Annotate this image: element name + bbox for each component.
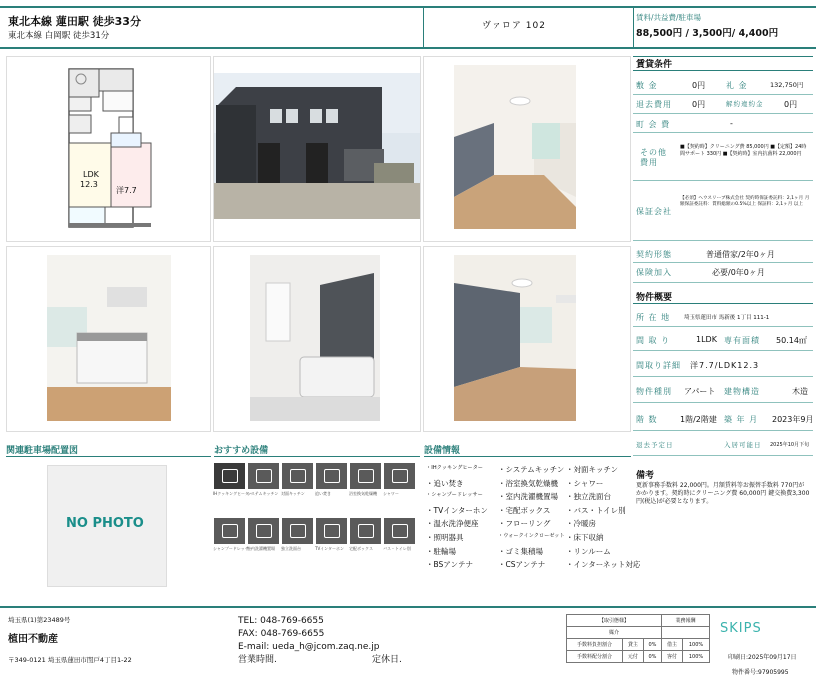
equipment-item: ・温水洗浄便座 [426,519,479,529]
recommend-icon-label: 浴室換気乾燥機 [349,491,377,496]
station-main: 東北本線 蓮田駅 徒歩33分 [8,15,141,28]
equipment-item: ・対面キッチン [566,465,618,474]
room-photo-1-card [423,56,631,242]
recommend-icon-label: 独立洗面台 [281,546,301,551]
recommend-icon-8 [247,517,280,545]
row-rule [633,326,813,327]
leave-date-label: 退去予定日 [636,441,674,449]
parking-rule [6,456,211,457]
deposit-label: 敷 金 [636,81,658,90]
built-label: 築 年 月 [724,415,759,424]
floorplan-card [6,56,211,242]
equipment-item: ・バス・トイレ別 [566,505,626,515]
equipment-item: ・BSアンテナ [426,560,473,570]
recommend-icon-label: システムキッチン [247,491,279,496]
building-name: ヴァロア 102 [482,21,546,31]
recommend-icon-glyph [222,524,238,538]
equipment-item: ・ウォークインクローゼット [498,533,565,539]
business-hours: 営業時間. [238,655,277,665]
address-label: 所 在 地 [636,313,671,322]
recommend-icon-1 [213,462,246,490]
fax: FAX: 048-769-6655 [238,629,325,639]
western-room-label: 洋7.7 [116,186,137,195]
town-fee-label: 町 会 費 [636,120,671,129]
equipment-item: ・フローリング [498,519,551,529]
recommend-icon-glyph [324,524,340,538]
built-value: 2023年9月 [772,415,814,424]
recommend-icon-label: 追い焚き [315,491,331,496]
row-rule [633,113,813,114]
row-rule [633,240,813,241]
fee-table [566,614,710,663]
recommend-icon-label: バス・トイレ別 [383,546,411,551]
fee-r3c1: 手数料配分割合 [567,651,623,663]
exit-fee-label: 退去費用 [636,100,672,109]
notes-text: 更新事務手数料 22,000円。月額賃料等お振替手数料 770円がかかります。契約時にクリーニング費 60,000円 鍵交換費3,300円(税込)が必要となります。 [636,482,810,506]
recommend-icon-glyph [256,524,272,538]
row-rule [633,430,813,431]
equipment-item: ・室内洗濯機置場 [498,492,558,502]
recommend-icon-label: 室内洗濯機置場 [247,546,275,551]
structure-label: 建物構造 [724,387,760,396]
area-label: 専有面積 [724,336,760,345]
layout-detail-label: 間取り詳細 [636,361,681,370]
contract-rule [633,70,813,71]
equipment-title: 設備情報 [424,446,461,456]
move-in-label: 入居可能日 [724,441,762,449]
ldk-label: LDK [83,170,99,179]
recommend-icon-6 [383,462,416,490]
room-photo-1 [424,57,630,241]
recommend-icon-11 [349,517,382,545]
header-divider-2 [633,7,634,47]
license-number: 埼玉県(1)第23489号 [8,616,71,624]
recommend-icon-glyph [358,469,374,483]
recommend-icon-4 [315,462,348,490]
holiday: 定休日. [372,655,402,665]
recommend-icon-label: シャンプードレッサー [213,546,253,551]
footer-top-rule [0,606,816,608]
row-rule [633,262,813,263]
email[interactable]: E-mail: ueda_h@jcom.zaq.ne.jp [238,642,380,652]
fee-h2: 業務報酬 [662,615,710,627]
recommend-icon-label: 宅配ボックス [349,546,373,551]
recommend-title: おすすめ設備 [214,446,269,456]
contract-type-value: 普通借家/2年0ヶ月 [706,250,775,259]
skips-logo: SKIPS [720,621,762,636]
row-rule [633,282,813,283]
guarantor-label: 保証会社 [636,207,672,216]
contract-title: 賃貸条件 [636,60,673,70]
key-money-value: 132,750円 [770,81,804,89]
fee-h1: 【取引態様】 [567,615,662,627]
row-rule [633,132,813,133]
recommend-icon-glyph [256,469,272,483]
recommend-icon-glyph [324,469,340,483]
recommend-icon-5 [349,462,382,490]
equipment-item: ・シャワー [566,478,604,488]
deposit-value: 0円 [692,81,706,90]
equipment-item: ・浴室換気乾燥機 [498,478,558,488]
recommend-icon-9 [281,517,314,545]
bathroom-photo [214,247,420,431]
exterior-photo-card [213,56,421,242]
rent-label: 賃料/共益費/駐車場 [636,13,702,22]
recommend-icon-glyph [222,469,238,483]
fee-r2c1: 手数料負担割合 [567,639,623,651]
recommend-icon-7 [213,517,246,545]
recommend-icon-2 [247,462,280,490]
type-label: 物件種別 [636,387,672,396]
equipment-item: ・駐輪場 [426,546,456,556]
floor-value: 1階/2階建 [680,415,717,424]
guarantor-value: 【必須】ヘウスリーブ株式会社 契約時保証委託料：2,1ヶ月 月額保証委託料：賃料総額の0.5%以上 保証料：2,1ヶ月 以上 [680,196,810,208]
equipment-item: ・照明器具 [426,533,464,542]
recommend-icon-10 [315,517,348,545]
layout-value: 1LDK [696,335,717,344]
rent-value: 88,500円 / 3,500円/ 4,400円 [636,28,779,39]
town-fee-value: - [730,119,733,128]
recommend-icon-glyph [392,524,408,538]
top-rule [0,6,816,8]
area-value: 50.14㎡ [776,336,807,345]
row-rule [633,402,813,403]
equipment-item: ・リンルーム [566,546,611,556]
fee-r2c2: 貸主 [622,639,643,651]
equipment-item: ・インターネット対応 [566,560,641,570]
room-photo-2 [424,247,630,431]
equipment-item: ・シャンプードレッサー [426,492,483,499]
equipment-item: ・床下収納 [566,533,604,542]
tel: TEL: 048-769-6655 [238,616,324,626]
contract-type-label: 契約形態 [636,250,672,259]
row-rule [633,376,813,377]
overview-rule [633,303,813,304]
other-fees-value: ■【契約時】クリーニング費 85,000円 ■【定額】24時間サポート 330円 ■【契約時】室内抗菌料 22,000円 [680,144,807,157]
fee-r3c4: 客付 [662,651,683,663]
header-divider [423,7,424,47]
fee-r2c4: 借主 [662,639,683,651]
recommend-icon-glyph [290,469,306,483]
row-rule [633,94,813,95]
notes-title: 備考 [636,471,655,481]
insurance-value: 必要/0年0ヶ月 [712,268,765,277]
recommend-icon-label: 対面キッチン [281,491,305,496]
bathroom-photo-card [213,246,421,432]
exit-fee-value: 0円 [692,100,706,109]
equipment-item: ・冷暖房 [566,519,596,529]
kitchen-photo-card [6,246,211,432]
type-value: アパート [684,387,716,396]
equipment-item: ・システムキッチン [498,465,565,474]
row-rule [633,180,813,181]
fee-r3c5: 100% [683,651,710,663]
property-number: 物件番号:97905995 [732,669,789,676]
penalty-value: 0円 [784,100,798,109]
address-value: 埼玉県蓮田市 馬新後 1丁目 111-1 [684,315,770,321]
recommend-icon-glyph [290,524,306,538]
company-address: 〒349-0121 埼玉県蓮田市閏戸4丁目1-22 [8,656,132,664]
fee-r3c2: 元付 [622,651,643,663]
kitchen-photo [7,247,210,431]
move-in-value: 2025年10月下旬 [770,442,810,448]
layout-label: 間 取 り [636,336,671,345]
structure-value: 木造 [792,387,808,396]
parking-title: 関連駐車場配置図 [6,446,79,456]
fee-r3c3: 0% [643,651,661,663]
station-sub: 東北本線 白岡駅 徒歩31分 [8,31,110,41]
company-name: 植田不動産 [8,634,58,645]
equipment-item: ・独立洗面台 [566,492,611,502]
equipment-item: ・ゴミ集積場 [498,546,543,556]
recommend-icon-glyph [358,524,374,538]
exterior-photo [214,57,420,241]
equipment-item: ・TVインターホン [426,505,488,515]
layout-detail-value: 洋7.7/LDK12.3 [690,361,760,370]
print-date: 印刷日:2025年09月17日 [728,654,797,661]
fee-r2c5: 100% [683,639,710,651]
row-rule [633,455,813,456]
equipment-item: ・CSアンテナ [498,560,546,570]
equipment-item: ・追い焚き [426,478,464,488]
fee-r1: 媒介 [567,627,662,639]
ldk-size: 12.3 [80,180,98,189]
equipment-rule [424,456,631,457]
floorplan-image [7,57,210,241]
recommend-icon-label: IHクッキングヒーター [213,491,253,496]
insurance-label: 保険加入 [636,268,672,277]
recommend-icon-3 [281,462,314,490]
other-fees-label: その他費用 [640,148,667,167]
row-rule [633,350,813,351]
no-photo-label: NO PHOTO [66,516,144,531]
fee-r2c3: 0% [643,639,661,651]
header-bottom-rule [0,47,816,49]
recommend-icon-12 [383,517,416,545]
overview-title: 物件概要 [636,293,673,303]
room-photo-2-card [423,246,631,432]
recommend-icon-label: TVインターホン [315,546,345,551]
recommend-icon-label: シャワー [383,491,399,496]
penalty-label: 解約違約金 [726,100,764,108]
recommend-icon-glyph [392,469,408,483]
recommend-rule [214,456,420,457]
equipment-item: ・宅配ボックス [498,505,551,515]
key-money-label: 礼 金 [726,81,748,90]
equipment-item: ・IHクッキングヒーター [426,465,483,471]
floor-label: 階 数 [636,415,658,424]
